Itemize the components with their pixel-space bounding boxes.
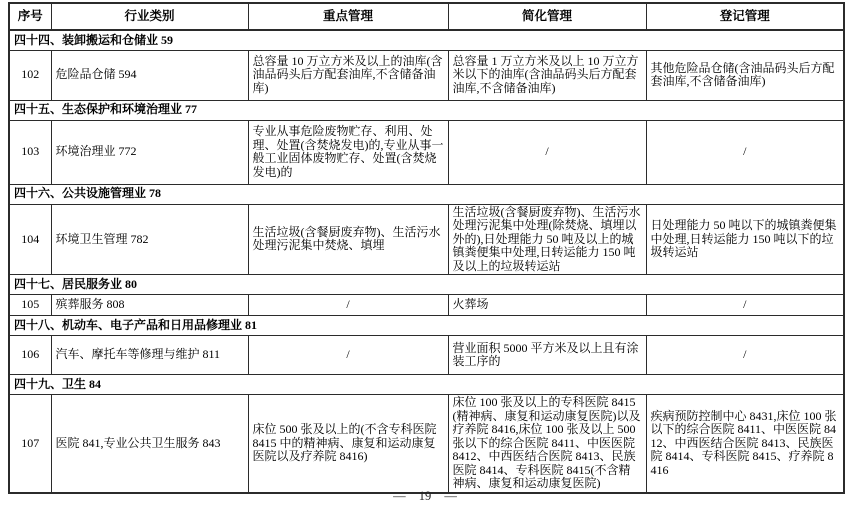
serial-cell: 106 (9, 336, 51, 375)
table-row-104 (9, 204, 844, 275)
simplified-management-cell: 营业面积 5000 平方米及以上且有涂装工序的 (448, 336, 646, 375)
registration-management-cell: / (646, 120, 844, 184)
industry-cell: 环境治理业 772 (51, 120, 248, 184)
table-row-106 (9, 336, 844, 375)
header-key-management: 重点管理 (248, 3, 448, 30)
key-management-cell: 总容量 10 万立方米及以上的油库(含油品码头后方配套油库,不含储备油库) (248, 50, 448, 100)
registration-management-cell: 疾病预防控制中心 8431,床位 100 张以下的综合医院 8411、中医医院 8412、中西医结合医院 8413、民族医院 8414、专科医院 8415、疗养院 8416 (646, 395, 844, 493)
section-title-45: 四十五、生态保护和环境治理业 77 (9, 100, 844, 120)
section-row-44 (9, 30, 844, 50)
registration-management-cell: 其他危险品仓储(含油品码头后方配套油库,不含储备油库) (646, 50, 844, 100)
simplified-management-cell: 生活垃圾(含餐厨废弃物)、生活污水处理污泥集中处理(除焚烧、填埋以外的),日处理能力 50 吨及以上的城镇粪便集中处理,日转运能力 150 吨及以上的垃圾转运站 (448, 204, 646, 275)
section-title-47: 四十七、居民服务业 80 (9, 275, 844, 295)
simplified-management-cell: 火葬场 (448, 295, 646, 316)
key-management-cell: 床位 500 张及以上的(不含专科医院 8415 中的精神病、康复和运动康复医院以及疗养院 8416) (248, 395, 448, 493)
industry-cell: 环境卫生管理 782 (51, 204, 248, 275)
serial-cell: 104 (9, 204, 51, 275)
registration-management-cell: / (646, 336, 844, 375)
industry-cell: 殡葬服务 808 (51, 295, 248, 316)
serial-cell: 105 (9, 295, 51, 316)
industry-cell: 汽车、摩托车等修理与维护 811 (51, 336, 248, 375)
section-title-44: 四十四、装卸搬运和仓储业 59 (9, 30, 844, 50)
table-row-107 (9, 395, 844, 493)
header-industry-category: 行业类别 (51, 3, 248, 30)
registration-management-cell: / (646, 295, 844, 316)
serial-cell: 102 (9, 50, 51, 100)
section-row-48 (9, 316, 844, 336)
header-serial: 序号 (9, 3, 51, 30)
section-title-46: 四十六、公共设施管理业 78 (9, 184, 844, 204)
section-title-49: 四十九、卫生 84 (9, 375, 844, 395)
table-row-105 (9, 295, 844, 316)
industry-cell: 危险品仓储 594 (51, 50, 248, 100)
header-registration-management: 登记管理 (646, 3, 844, 30)
section-row-49 (9, 375, 844, 395)
table-row-103 (9, 120, 844, 184)
registration-management-cell: 日处理能力 50 吨以下的城镇粪便集中处理,日转运能力 150 吨以下的垃圾转运站 (646, 204, 844, 275)
header-simplified-management: 简化管理 (448, 3, 646, 30)
simplified-management-cell: / (448, 120, 646, 184)
simplified-management-cell: 床位 100 张及以上的专科医院 8415(精神病、康复和运动康复医院)以及疗养院 8416,床位 100 张及以上 500 张以下的综合医院 8411、中医医院 8412、中西医结合医院 8413、民族医院 8414、专科医院 8415(不含精神病、康复和运动康复医院) (448, 395, 646, 493)
section-row-45 (9, 100, 844, 120)
serial-cell: 103 (9, 120, 51, 184)
key-management-cell: / (248, 295, 448, 316)
page-number: — 19 — (393, 489, 457, 503)
industry-management-table (8, 2, 845, 494)
header-row (9, 3, 844, 30)
key-management-cell: 生活垃圾(含餐厨废弃物)、生活污水处理污泥集中焚烧、填埋 (248, 204, 448, 275)
section-title-48: 四十八、机动车、电子产品和日用品修理业 81 (9, 316, 844, 336)
industry-cell: 医院 841,专业公共卫生服务 843 (51, 395, 248, 493)
serial-cell: 107 (9, 395, 51, 493)
section-row-47 (9, 275, 844, 295)
section-row-46 (9, 184, 844, 204)
key-management-cell: / (248, 336, 448, 375)
simplified-management-cell: 总容量 1 万立方米及以上 10 万立方米以下的油库(含油品码头后方配套油库,不含储备油库) (448, 50, 646, 100)
table-row-102 (9, 50, 844, 100)
key-management-cell: 专业从事危险废物贮存、利用、处理、处置(含焚烧发电)的,专业从事一般工业固体废物贮存、处置(含焚烧发电)的 (248, 120, 448, 184)
